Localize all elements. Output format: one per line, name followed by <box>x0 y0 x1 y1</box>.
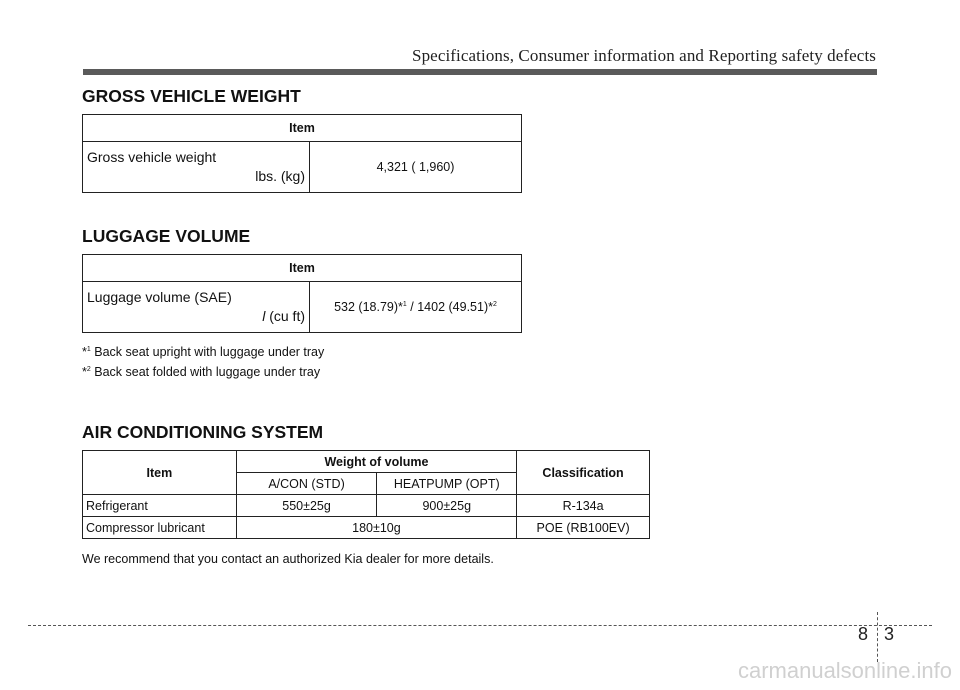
sup1: 1 <box>402 300 407 308</box>
gross-vehicle-weight-title: GROSS VEHICLE WEIGHT <box>82 86 301 106</box>
header-weight: Weight of volume <box>236 451 516 473</box>
luggage-volume-title: LUGGAGE VOLUME <box>82 226 251 246</box>
row-classification: POE (RB100EV) <box>517 517 650 539</box>
sup2: 2 <box>492 300 497 308</box>
row-classification: R-134a <box>517 495 650 517</box>
row-label-cell <box>83 282 310 333</box>
table-header-item: Item <box>83 115 522 142</box>
table-row <box>83 495 650 517</box>
liter-symbol: l <box>262 308 266 324</box>
row-value <box>310 282 522 333</box>
page-number: 3 <box>884 624 895 644</box>
row-label: Gross vehicle weight <box>87 149 217 165</box>
footnote <box>82 361 324 381</box>
header-rule <box>83 69 877 75</box>
footer-dashed-divider <box>877 612 878 662</box>
footnote-text: Back seat upright with luggage under tray <box>90 345 325 360</box>
header-item: Item <box>83 451 237 495</box>
footnote-mark: * <box>82 365 87 380</box>
header-std: A/CON (STD) <box>236 473 377 495</box>
row-item: Compressor lubricant <box>83 517 237 539</box>
header-classification: Classification <box>517 451 650 495</box>
value-sep: / 1402 (49.51)* <box>406 300 493 314</box>
footnote-text: Back seat folded with luggage under tray <box>90 365 321 380</box>
footnote-num: 1 <box>86 346 91 353</box>
footnote-mark: * <box>82 345 87 360</box>
footnotes <box>82 341 324 381</box>
table-row <box>83 142 522 193</box>
dealer-note: We recommend that you contact an authorized Kia dealer for more details. <box>82 552 494 566</box>
row-opt: 900±25g <box>377 495 517 517</box>
footnote-num: 2 <box>86 366 91 374</box>
header-opt: HEATPUMP (OPT) <box>377 473 517 495</box>
air-conditioning-table <box>82 450 650 539</box>
row-unit: (cu ft) <box>265 308 305 324</box>
value-part1: 532 (18.79)* <box>334 300 403 314</box>
row-item: Refrigerant <box>83 495 237 517</box>
footnote <box>82 341 324 361</box>
table-row <box>83 517 650 539</box>
row-unit: lbs. (kg) <box>255 168 305 184</box>
luggage-volume-table <box>82 254 522 333</box>
watermark: carmanualsonline.info <box>737 658 952 683</box>
row-combined: 180±10g <box>236 517 516 539</box>
row-value: 4,321 ( 1,960) <box>310 142 522 193</box>
row-unit-wrap <box>87 306 305 326</box>
page-header-title: Specifications, Consumer information and Reporting safety defects <box>412 46 876 65</box>
table-header-item: Item <box>83 255 522 282</box>
row-std: 550±25g <box>236 495 377 517</box>
footer-dashed-rule <box>28 625 932 626</box>
gross-vehicle-weight-table <box>82 114 522 193</box>
air-conditioning-title: AIR CONDITIONING SYSTEM <box>82 422 324 442</box>
page-number-chapter: 8 <box>858 624 869 644</box>
row-label: Luggage volume (SAE) <box>87 289 232 305</box>
table-row <box>83 282 522 333</box>
row-label-cell <box>83 142 310 193</box>
